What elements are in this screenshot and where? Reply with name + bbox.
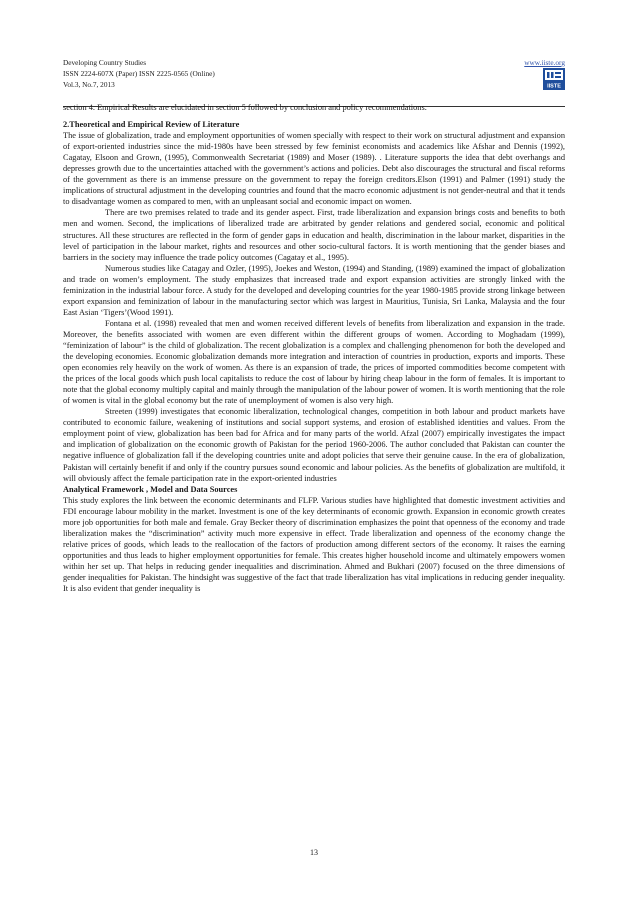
logo-text: IISTE (547, 83, 561, 90)
page-number: 13 (310, 848, 318, 857)
main-text (63, 102, 565, 594)
journal-title: Developing Country Studies (63, 58, 147, 67)
website-link[interactable]: www.iiste.org (524, 58, 565, 67)
paragraph-2: There are two premises related to trade and its gender aspect. First, trade liberalization and expansion brings costs and benefits to both men and women. Second, the implications of liberalized trade are arbitrated by gender relations and gendered social, economic and political structures. All these structures are reflected in the form of gender gaps in education and health, discrimination in the labour market, disparities in the level of participation in the labour market, rights and resources and other socio-cultural factors. It is worth mentioning that the gender biases and barriers in the society may influence the trade policy outcomes (Cagatay et al., 1995). (63, 208, 565, 262)
intro-line: section 4. Empirical Results are elucidated in section 5 followed by conclusion and policy recommendations. (63, 103, 427, 112)
volume-line: Vol.3, No.7, 2013 (63, 80, 115, 89)
iiste-logo (543, 68, 565, 90)
section-heading-framework: Analytical Framework , Model and Data Sources (63, 484, 238, 494)
paragraph-4: Fontana et al. (1998) revealed that men and women received different levels of benefits from liberalization and expansion in the trade. Moreover, the benefits associated with women are even different within the different groups of women. According to Moghadam (1999), “feminization of labour” is the child of globalization. The recent globalization is a complex and challenging phenomenon for both the developed and the developing economies. Economic globalization demands more integration and interaction of countries in production, exports and imports. These open economies rely heavily on the work of women. As there is an expansion of trade, the prices of imported commodities become competent with the prices of the local goods which push local capitalists to reduce the cost of labour by hiring cheap labour in the form of females. It is important to note that the global economy multiply capital and mainly through the manipulation of the labour power of women. It is worth mentioning that the role of women is vital in the global economy but the rate of unemployment of women is also very high. (63, 318, 565, 406)
paragraph-6: This study explores the link between the economic determinants and FLFP. Various studies have highlighted that domestic investment activities and FDI encourage labour mobility in the market. Investment is one of the key determinants of economic growth. Expansion in economic growth creates more job opportunities for both male and female. Gray Becker theory of discrimination emphasizes the point that openness of the economy and trade liberalization makes the “discrimination” activity much more expensive in effect. Trade liberalization and openness of the economy change the relative prices of goods, which leads to the reallocation of the factors of production among different sectors of the economy. It raises the earning opportunities and thus leads to higher employment opportunities for female. This creates higher household income and ultimately empowers women within her set up. That helps in reducing gender inequalities and discrimination. Ahmed and Bukhari (2007) focused on the three dimensions of gender inequalities for Pakistan. The hindsight was suggestive of the fact that trade liberalization has vital implications in reducing gender inequality. It is also evident that gender inequality is (63, 495, 565, 594)
journal-meta (63, 57, 565, 90)
section-heading-literature: 2.Theoretical and Empirical Review of Literature (63, 120, 240, 130)
page (63, 0, 565, 857)
paragraph-5: Streeten (1999) investigates that economic liberalization, technological changes, competition in both labour and product markets have contributed to economic failure, weakening of institutions and social support systems, and erosion of established identities and values. From the employment point of view, globalization has been bad for Africa and for many parts of the world. Afzal (2007) empirically investigates the impact and implication of globalization on the economic growth of Pakistan for the period 1960-2006. The author concluded that Pakistan can counter the negative influence of globalization fall if the developing countries unite and adopt policies that serve their genuine cause. In the era of globalization, Pakistan will certainly benefit if and only if the country pursues sound economic and labour policies. As the benefits of globalization are multifold, it will obviously affect the female participation rate in the export-oriented industries (63, 407, 565, 483)
issn-line: ISSN 2224-607X (Paper) ISSN 2225-0565 (Online) (63, 69, 215, 78)
page-header (63, 0, 565, 101)
paragraph-1: The issue of globalization, trade and employment opportunities of women specially with respect to their work on structural adjustment and expansion of export-oriented industries since the mid-1980s have been stressed by few feminist economists and academics like Afshar and Dennis (1992), Cagatay, Elsoon and Grown, (1995), Commonwealth Secretariat (1989) and Moser (1989). . Literature supports the idea that debt overhangs and depresses growth due to the uncertainties attached with the government’s actions and policies. Debt also discourages the structural and fiscal reforms of the government as there is an immense pressure on the government to repay the foreign creditors.Elson (1991) and Palmer (1991) study the implications of structural adjustment in the developing countries and found that the macro economic adjustment is not gender-neutral and that it tends to disadvantage women as compared to men, with an unpleasant social and economic impact on women. (63, 131, 565, 207)
paragraph-3: Numerous studies like Catagay and Ozler, (1995), Joekes and Weston, (1994) and Standing, (1989) examined the impact of globalization and trade on women’s employment. The study emphasizes that increased trade and export expansion activities are strongly linked with the feminization in the industrial labour force. A study for the developed and developing countries for the year 1980-1985 provide strong linkage between export expansion and feminization of labour in the manufacturing sector which was largest in Mauritius, Tunisia, Sri Lanka, Malaysia and the four East Asian ‘Tigers’(Wood 1991). (63, 263, 565, 317)
